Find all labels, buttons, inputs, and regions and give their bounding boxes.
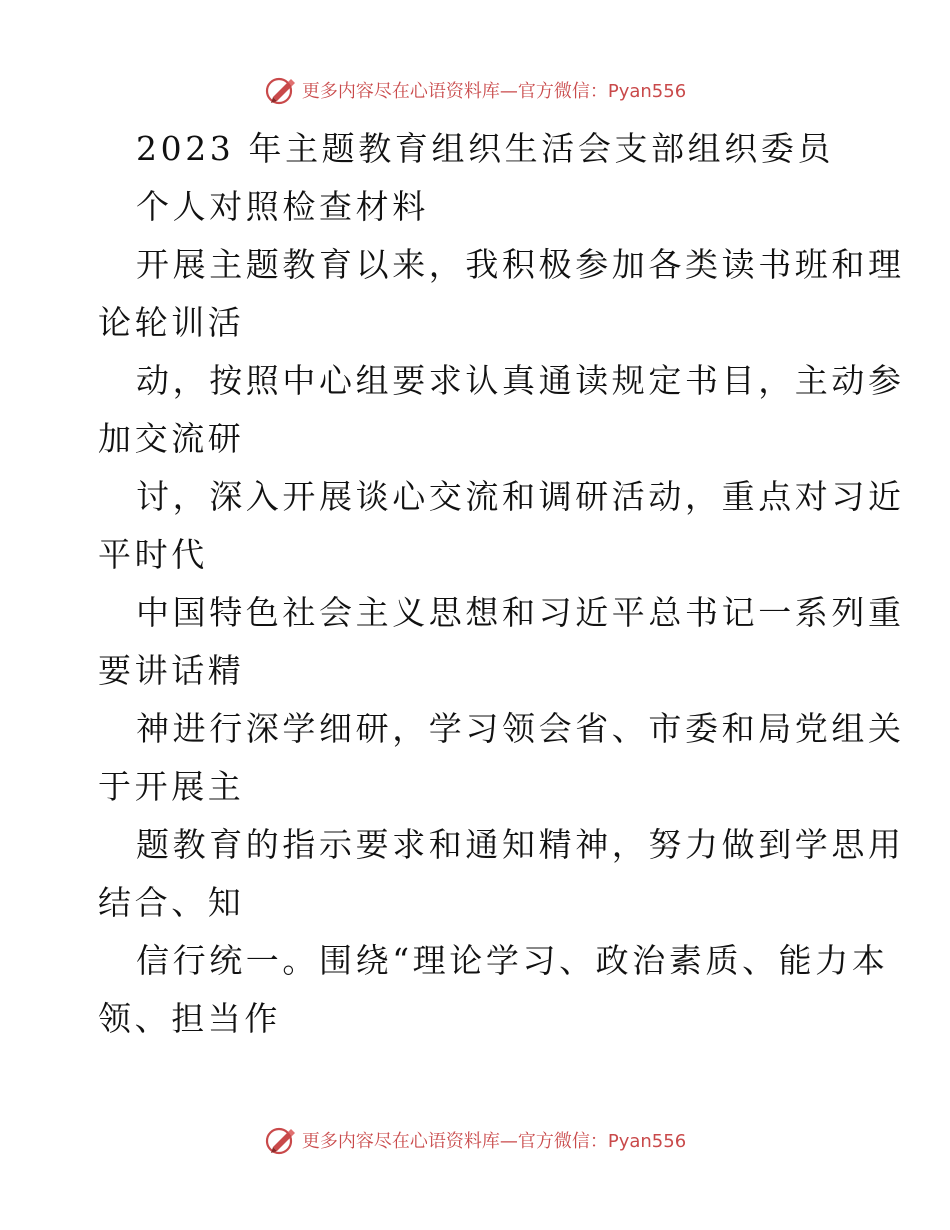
footer-watermark xyxy=(0,1122,950,1158)
document-body xyxy=(98,120,905,1048)
header-watermark xyxy=(0,72,950,108)
watermark-text: 更多内容尽在心语资料库—官方微信：Pyan556 xyxy=(301,81,687,102)
paragraph-line: 开展主题教育以来，我积极参加各类读书班和理 xyxy=(136,245,905,284)
pen-logo-icon xyxy=(264,1123,298,1157)
paragraph-line: 领、担当作 xyxy=(98,999,281,1038)
paragraph-line: 加交流研 xyxy=(98,419,245,458)
pen-logo-icon xyxy=(264,73,298,107)
paragraph-line: 平时代 xyxy=(98,535,208,574)
paragraph-line: 动，按照中心组要求认真通读规定书目，主动参 xyxy=(136,361,905,400)
paragraph-line: 信行统一。围绕“理论学习、政治素质、能力本 xyxy=(136,941,889,980)
paragraph-line: 要讲话精 xyxy=(98,651,245,690)
paragraph-line: 中国特色社会主义思想和习近平总书记一系列重 xyxy=(136,593,905,632)
document-title: 2023 年主题教育组织生活会支部组织委员 xyxy=(136,129,835,168)
document-subtitle: 个人对照检查材料 xyxy=(136,187,429,226)
paragraph-line: 神进行深学细研，学习领会省、市委和局党组关 xyxy=(136,709,905,748)
watermark-text: 更多内容尽在心语资料库—官方微信：Pyan556 xyxy=(301,1131,687,1152)
paragraph-line: 讨，深入开展谈心交流和调研活动，重点对习近 xyxy=(136,477,905,516)
paragraph-line: 于开展主 xyxy=(98,767,245,806)
paragraph-line: 结合、知 xyxy=(98,883,245,922)
paragraph-line: 题教育的指示要求和通知精神，努力做到学思用 xyxy=(136,825,905,864)
paragraph-line: 论轮训活 xyxy=(98,303,245,342)
